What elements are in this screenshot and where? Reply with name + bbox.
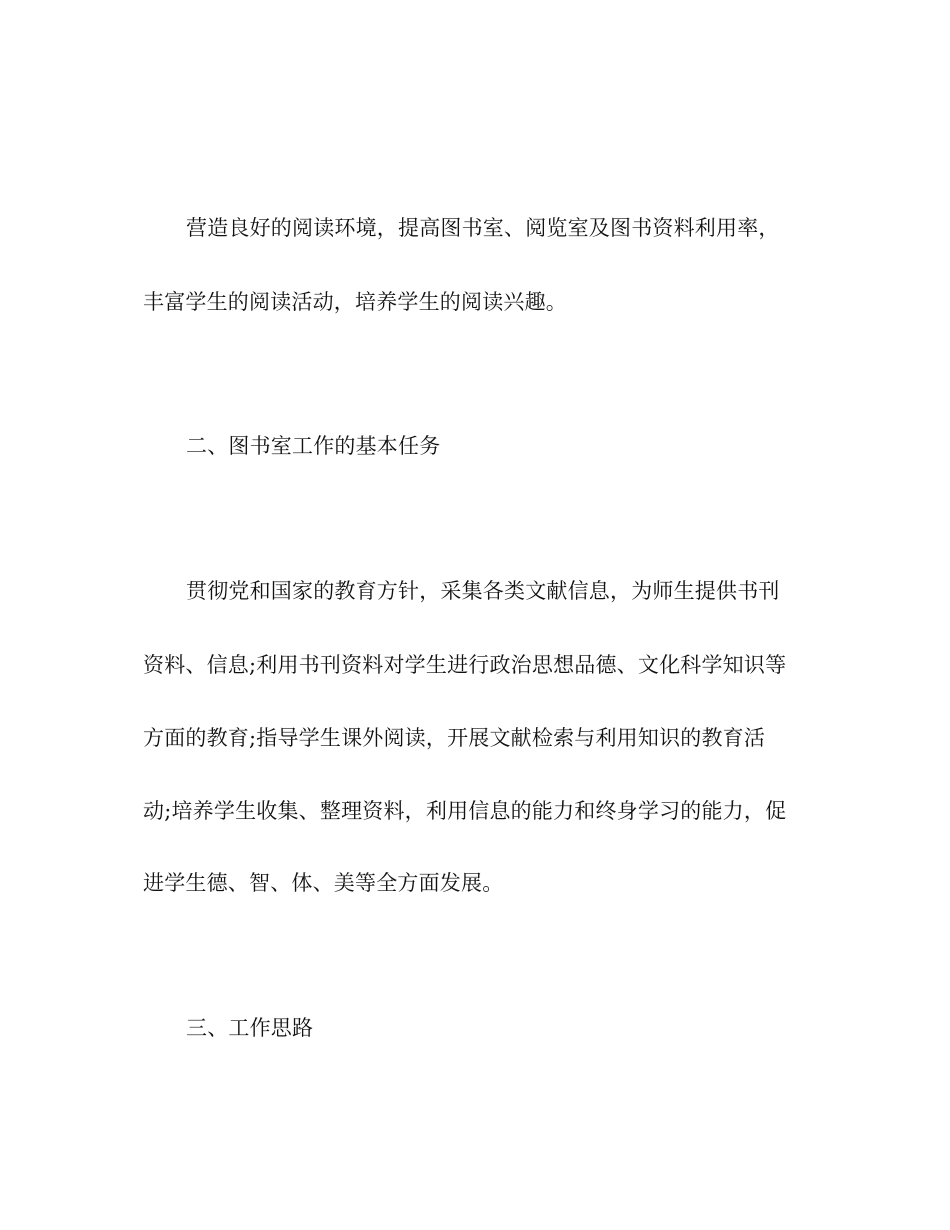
paragraph-1-line-1: 营造良好的阅读环境，提高图书室、阅览室及图书资料利用率， xyxy=(186,216,780,240)
section-heading-2: 二、图书室工作的基本任务 xyxy=(186,434,441,458)
paragraph-2-line-5: 进学生德、智、体、美等全方面发展。 xyxy=(143,871,504,895)
paragraph-2-line-2: 资料、信息;利用书刊资料对学生进行政治思想品德、文化科学知识等 xyxy=(143,653,787,677)
paragraph-2-line-1: 贯彻党和国家的教育方针，采集各类文献信息，为师生提供书刊 xyxy=(186,579,780,603)
paragraph-1-line-2: 丰富学生的阅读活动，培养学生的阅读兴趣。 xyxy=(143,290,567,314)
section-heading-3: 三、工作思路 xyxy=(186,1016,314,1040)
paragraph-2-line-3: 方面的教育;指导学生课外阅读，开展文献检索与利用知识的教育活 xyxy=(143,726,766,750)
paragraph-2-line-4: 动;培养学生收集、整理资料，利用信息的能力和终身学习的能力，促 xyxy=(143,799,787,823)
